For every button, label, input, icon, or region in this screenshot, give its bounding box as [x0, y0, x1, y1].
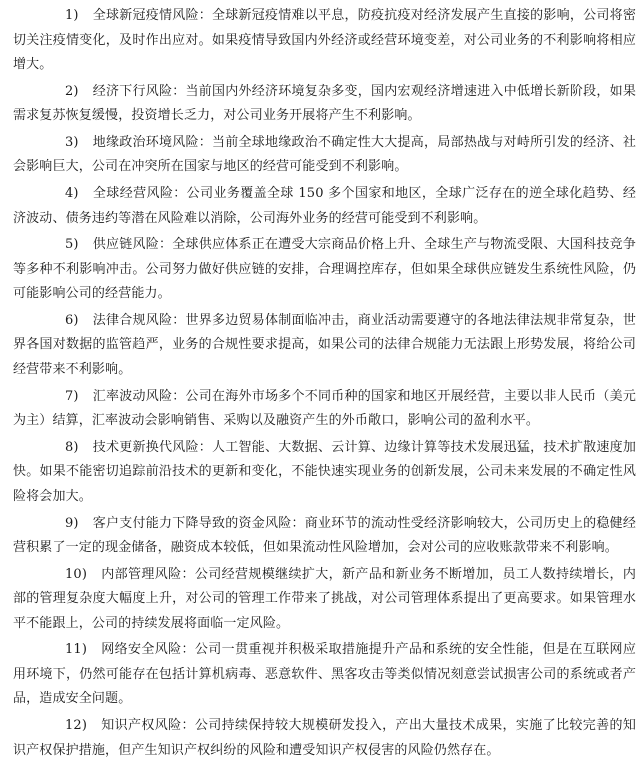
risk-paragraph-9 — [13, 512, 636, 561]
paragraph-number: 12) — [65, 718, 88, 734]
paragraph-text: 全球新冠疫情风险：全球新冠疫情难以平息，防疫抗疫对经济发展产生直接的影响，公司将密切关注疫情变化，及时作出应对。如果疫情导致国内外经济或经营环境变差，对公司业务的不利影响将相应增大。 — [13, 8, 636, 72]
risk-paragraph-11 — [13, 638, 636, 712]
paragraph-number: 2) — [65, 83, 79, 99]
paragraph-text: 技术更新换代风险：人工智能、大数据、云计算、边缘计算等技术发展迅猛，技术扩散速度加快。如果不能密切追踪前沿技术的更新和变化，不能快速实现业务的创新发展，公司未来发展的不确定性风险将会加大。 — [13, 439, 636, 504]
paragraph-number: 5) — [65, 237, 79, 253]
risk-paragraph-1 — [13, 4, 636, 78]
paragraph-number: 3) — [65, 134, 79, 150]
paragraph-number: 11) — [65, 642, 88, 658]
risk-factors-document — [13, 4, 636, 765]
paragraph-text: 内部管理风险：公司经营规模继续扩大，新产品和新业务不断增加，员工人数持续增长，内部的管理复杂度大幅度上升，对公司的管理工作带来了挑战，对公司管理体系提出了更高要求。如果管理水平不能跟上，公司的持续发展将面临一定风险。 — [13, 566, 636, 631]
paragraph-number: 1) — [65, 8, 79, 23]
paragraph-text: 网络安全风险：公司一贯重视并积极采取措施提升产品和系统的安全性能，但是在互联网应用环境下，仍然可能存在包括计算机病毒、恶意软件、黑客攻击等类似情况刻意尝试损害公司的系统或者产品，造成安全问题。 — [13, 642, 636, 707]
paragraph-number: 9) — [65, 515, 79, 531]
paragraph-number: 8) — [65, 439, 79, 455]
risk-paragraph-3 — [13, 131, 636, 180]
paragraph-text: 法律合规风险：世界多边贸易体制面临冲击，商业活动需要遵守的各地法律法规非常复杂，世界各国对数据的监管趋严，业务的合规性要求提高，如果公司的法律合规能力无法跟上形势发展，将给公司经营带来不利影响。 — [13, 312, 636, 377]
paragraph-number: 4) — [65, 186, 79, 202]
paragraph-number: 6) — [65, 312, 79, 328]
paragraph-number: 7) — [65, 388, 79, 404]
paragraph-number: 10) — [65, 566, 88, 582]
paragraph-text: 客户支付能力下降导致的资金风险：商业环节的流动性受经济影响较大，公司历史上的稳健经营积累了一定的现金储备，融资成本较低，但如果流动性风险增加，会对公司的应收账款带来不利影响。 — [13, 515, 636, 555]
risk-paragraph-7 — [13, 385, 636, 434]
risk-paragraph-4 — [13, 182, 636, 231]
risk-paragraph-5 — [13, 233, 636, 307]
paragraph-text: 全球经营风险：公司业务覆盖全球 150 多个国家和地区，全球广泛存在的逆全球化趋势、经济波动、债务违约等潜在风险难以消除，公司海外业务的经营可能受到不利影响。 — [13, 186, 636, 226]
risk-paragraph-12 — [13, 714, 636, 763]
risk-paragraph-6 — [13, 309, 636, 383]
paragraph-text: 知识产权风险：公司持续保持较大规模研发投入，产出大量技术成果，实施了比较完善的知识产权保护措施，但产生知识产权纠纷的风险和遭受知识产权侵害的风险仍然存在。 — [13, 718, 636, 758]
risk-paragraph-2 — [13, 80, 636, 129]
risk-paragraph-8 — [13, 436, 636, 510]
paragraph-text: 地缘政治环境风险：当前全球地缘政治不确定性大大提高，局部热战与对峙所引发的经济、社会影响巨大，公司在冲突所在国家与地区的经营可能受到不利影响。 — [13, 134, 636, 175]
paragraph-text: 汇率波动风险：公司在海外市场多个不同币种的国家和地区开展经营，主要以非人民币（美元为主）结算，汇率波动会影响销售、采购以及融资产生的外币敞口，影响公司的盈利水平。 — [13, 388, 636, 429]
paragraph-text: 供应链风险：全球供应体系正在遭受大宗商品价格上升、全球生产与物流受限、大国科技竞争等多种不利影响冲击。公司努力做好供应链的安排，合理调控库存，但如果全球供应链发生系统性风险，仍可能影响公司的经营能力。 — [13, 237, 636, 302]
risk-paragraph-10 — [13, 563, 636, 637]
paragraph-text: 经济下行风险：当前国内外经济环境复杂多变，国内宏观经济增速进入中低增长新阶段，如果需求复苏恢复缓慢，投资增长乏力，对公司业务开展将产生不利影响。 — [13, 83, 636, 124]
